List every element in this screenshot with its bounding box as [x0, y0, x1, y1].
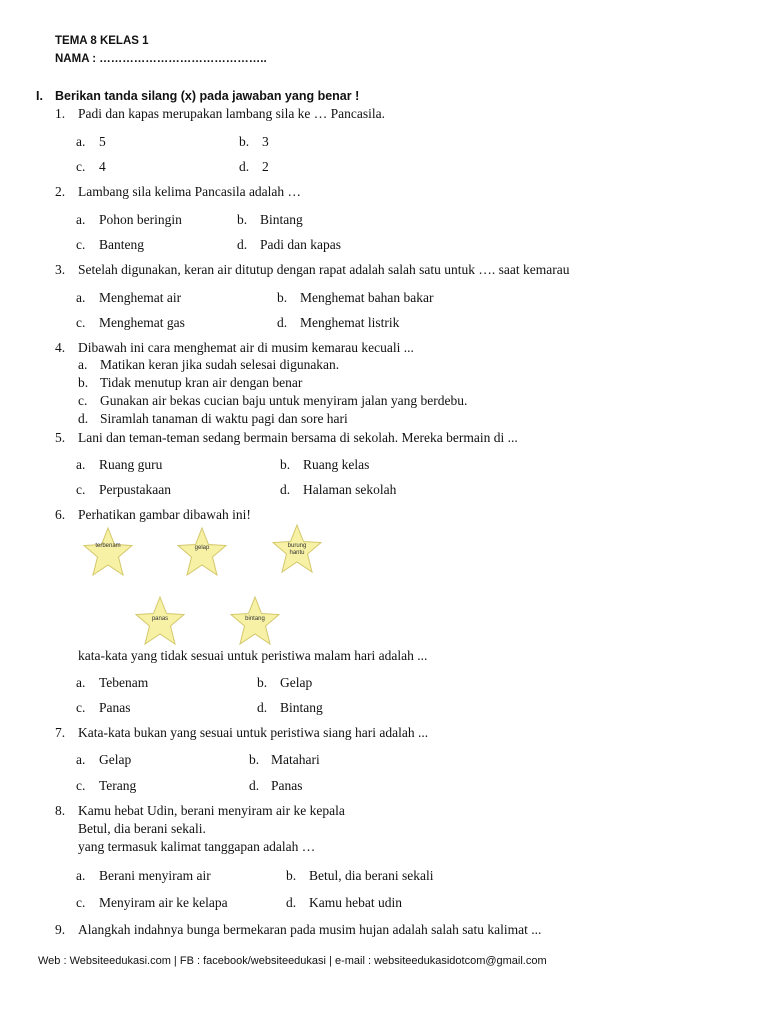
option-text: Pohon beringin: [99, 212, 182, 227]
option-letter: b.: [237, 212, 248, 227]
option-text: 3: [262, 134, 269, 149]
star-icon: [133, 595, 187, 647]
option-text: Ruang kelas: [303, 457, 370, 472]
option-letter: d.: [249, 778, 260, 793]
question-followup: kata-kata yang tidak sesuai untuk peristiwa malam hari adalah ...: [78, 648, 428, 663]
question-text-line-2: Betul, dia berani sekali.: [78, 821, 206, 836]
worksheet-title: TEMA 8 KELAS 1: [55, 35, 149, 47]
option-letter: a.: [76, 134, 86, 149]
option-letter: b.: [280, 457, 291, 472]
star-label: terbenam: [95, 543, 121, 549]
option-letter: b.: [277, 290, 288, 305]
option-letter: d.: [277, 315, 288, 330]
section-number: I.: [36, 89, 43, 103]
option-letter: c.: [76, 315, 86, 330]
option-letter: b.: [239, 134, 250, 149]
option-text: Ruang guru: [99, 457, 163, 472]
option-letter: a.: [78, 357, 88, 372]
question-text-line-3: yang termasuk kalimat tanggapan adalah …: [78, 839, 316, 854]
option-text: Matahari: [271, 752, 320, 767]
option-letter: c.: [78, 393, 88, 408]
question-text: Dibawah ini cara menghemat air di musim kemarau kecuali ...: [78, 340, 414, 355]
option-text: Terang: [99, 778, 137, 793]
option-letter: c.: [76, 700, 86, 715]
option-text: Perpustakaan: [99, 482, 171, 497]
option-letter: b.: [286, 868, 297, 883]
option-text: 5: [99, 134, 106, 149]
question-number: 9.: [55, 922, 66, 937]
option-letter: d.: [239, 159, 250, 174]
question-text: Lambang sila kelima Pancasila adalah …: [78, 184, 302, 199]
option-text: Panas: [271, 778, 303, 793]
star-label: bintang: [245, 616, 265, 622]
star-label: panas: [151, 616, 169, 622]
option-letter: a.: [76, 675, 86, 690]
option-letter: a.: [76, 868, 86, 883]
name-field-line: NAMA : ……………………………………..: [55, 53, 267, 65]
option-text: Betul, dia berani sekali: [309, 868, 434, 883]
option-text: Menyiram air ke kelapa: [99, 895, 228, 910]
option-text: Menghemat air: [99, 290, 182, 305]
question-text: Kata-kata bukan yang sesuai untuk peristiwa siang hari adalah ...: [78, 725, 429, 740]
question-text: Setelah digunakan, keran air ditutup dengan rapat adalah salah satu untuk …. saat kemarau: [78, 262, 570, 277]
question-text: Alangkah indahnya bunga bermekaran pada musim hujan adalah salah satu kalimat ...: [78, 922, 542, 937]
option-letter: d.: [257, 700, 268, 715]
option-text: Tebenam: [99, 675, 149, 690]
question-number: 6.: [55, 507, 66, 522]
option-letter: c.: [76, 895, 86, 910]
option-text: Panas: [99, 700, 131, 715]
question-number: 2.: [55, 184, 66, 199]
star-icon: [270, 523, 324, 575]
option-letter: b.: [78, 375, 89, 390]
option-letter: c.: [76, 159, 86, 174]
question-number: 7.: [55, 725, 66, 740]
option-letter: d.: [78, 411, 89, 426]
option-text: Bintang: [260, 212, 303, 227]
question-number: 3.: [55, 262, 66, 277]
option-text: Gelap: [280, 675, 313, 690]
option-text: Menghemat bahan bakar: [300, 290, 434, 305]
question-text: Perhatikan gambar dibawah ini!: [78, 507, 251, 522]
option-text: Matikan keran jika sudah selesai digunakan.: [100, 357, 340, 372]
option-letter: c.: [76, 237, 86, 252]
option-letter: c.: [76, 778, 86, 793]
option-letter: a.: [76, 752, 86, 767]
option-text: Padi dan kapas: [260, 237, 341, 252]
option-text: Tidak menutup kran air dengan benar: [100, 375, 303, 390]
option-letter: a.: [76, 290, 86, 305]
question-number: 8.: [55, 803, 66, 818]
star-icon: [228, 595, 282, 647]
section-instruction: Berikan tanda silang (x) pada jawaban yang benar !: [55, 89, 360, 103]
option-text: 4: [99, 159, 106, 174]
star-label: gelap: [194, 545, 210, 551]
question-text: Lani dan teman-teman sedang bermain bersama di sekolah. Mereka bermain di ...: [78, 430, 518, 445]
footer-contact: Web : Websiteedukasi.com | FB : facebook/websiteedukasi | e-mail : websiteedukasidotcom@gmail.com: [38, 955, 547, 967]
option-text: Halaman sekolah: [303, 482, 397, 497]
option-letter: a.: [76, 457, 86, 472]
question-text: Kamu hebat Udin, berani menyiram air ke kepala: [78, 803, 345, 818]
star-icon: [81, 526, 135, 578]
option-letter: c.: [76, 482, 86, 497]
question-number: 4.: [55, 340, 66, 355]
star-icon: [175, 526, 229, 578]
option-text: Gunakan air bekas cucian baju untuk menyiram jalan yang berdebu.: [100, 393, 468, 408]
question-number: 1.: [55, 106, 66, 121]
option-letter: d.: [286, 895, 297, 910]
option-letter: b.: [249, 752, 260, 767]
question-number: 5.: [55, 430, 66, 445]
option-text: Menghemat listrik: [300, 315, 400, 330]
option-text: Gelap: [99, 752, 132, 767]
option-text: Berani menyiram air: [99, 868, 211, 883]
option-text: Banteng: [99, 237, 144, 252]
option-letter: b.: [257, 675, 268, 690]
option-text: Bintang: [280, 700, 323, 715]
option-text: 2: [262, 159, 269, 174]
option-letter: d.: [280, 482, 291, 497]
option-text: Kamu hebat udin: [309, 895, 402, 910]
option-letter: d.: [237, 237, 248, 252]
option-text: Siramlah tanaman di waktu pagi dan sore hari: [100, 411, 348, 426]
question-text: Padi dan kapas merupakan lambang sila ke … Pancasila.: [78, 106, 386, 121]
option-letter: a.: [76, 212, 86, 227]
star-label: burung hantu: [287, 543, 307, 556]
option-text: Menghemat gas: [99, 315, 185, 330]
